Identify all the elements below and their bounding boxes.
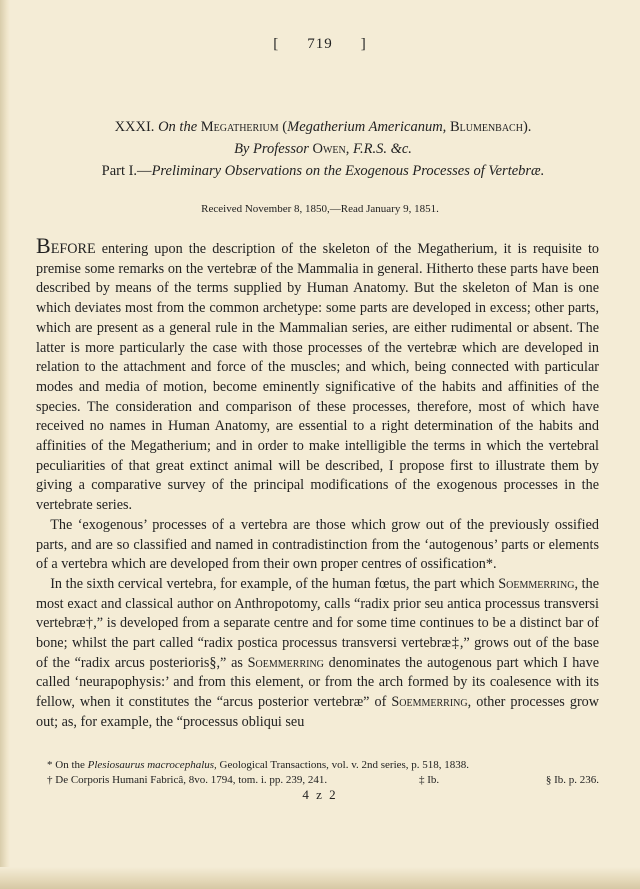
title-line-3 [58, 160, 588, 182]
page-edge-bottom [0, 867, 640, 889]
footnote-1 [36, 758, 599, 773]
drop-cap: B [36, 233, 51, 258]
page-header [0, 36, 640, 53]
title-species: Megatherium Americanum, [287, 119, 447, 135]
paragraph-3-text-c: denominates the autogenous part which I have called ‘neurapophysis:’ and from this element, or from the arch formed by its coalesence with its fellow, when it constitutes the “arcus posterior vertebræ” of [36, 654, 599, 711]
footnote-3: ‡ Ib. [419, 774, 440, 786]
footnotes [36, 758, 599, 788]
part-title: Preliminary Observations on the Exogenous Processes of Vertebræ. [151, 163, 545, 179]
paragraph-1-text: EFORE entering upon the description of the skeleton of the Megatherium, it is requisite to premise some remarks on the vertebræ of the Mammalia in general. Hitherto these parts have been described by means of the terms supplied by Human Anatomy. But the skeleton of Man is one which deviates most from the common archetype: some parts are developed in excess; other parts, which are present as a general rule in the Mammalian series, are either rudimental or absent. The latter is more particularly the case with those processes of the vertebræ which are developed in relation to the attachment and force of the muscles; and which, being connected with particular modes and media of motion, become eminently significative of the habits and affinities of the species. The consideration and comparison of these processes, therefore, most of which have received no names in Human Anatomy, are essential to a right determination of the habits and affinities of the Megatherium; and in order to make intelligible the terms in which the vertebral peculiarities of that great extinct animal will be described, I propose first to illustrate them by giving a comparative survey of the principal modifications of the exogenous processes in the vertebrate series. [36, 241, 599, 514]
signature-mark: 4 z 2 [302, 787, 338, 802]
footnote-1-mark: * [47, 759, 53, 771]
paragraph-3-text-b: the most exact and classical author on Anthropotomy, calls “radix prior seu antica processus transversi vertebræ†,” is developed from a separate centre and for some time continues to be a distinct bar of bone; whilst the part called “radix postica processus transversi vertebræ‡,” grows out of the base of the “radix arcus posterioris§,” as [36, 575, 600, 671]
name-soemmerring-1: Soemmerring, [498, 575, 578, 592]
paragraph-3-text-a: In the sixth cervical vertebra, for example, of the human fœtus, the part which [50, 575, 495, 592]
part-label: Part I.— [101, 163, 152, 179]
paragraph-2-text: The ‘exogenous’ processes of a vertebra are those which grow out of the previously ossified parts, and are so classified and named in contradistinction from the ‘autogenous’ parts or elements of a vertebra which are developed from their own proper centres of ossification*. [36, 516, 599, 573]
header-close-bracket: ] [360, 36, 367, 52]
author-credentials: F.R.S. &c. [352, 141, 412, 157]
title-paren-close: ). [522, 119, 532, 135]
header-open-bracket: [ [273, 36, 280, 52]
footnote-2: † De Corporis Humani Fabricâ, 8vo. 1794, tom. i. pp. 239, 241. [47, 774, 328, 786]
title-authority: Blumenbach [449, 119, 523, 135]
title-on-the: On the [158, 119, 198, 135]
paragraph-1 [36, 233, 599, 516]
author-name: Owen, [312, 141, 350, 157]
paragraph-3 [36, 575, 599, 733]
name-soemmerring-2: Soemmerring [247, 654, 324, 671]
page-edge-left [0, 0, 10, 889]
footnote-4: § Ib. p. 236. [545, 774, 599, 786]
received-date: Received November 8, 1850,—Read January 9, 1851. [201, 203, 439, 215]
title-megatherium: Megatherium [200, 119, 279, 135]
footnote-1-text-b: Geological Transactions, vol. v. 2nd series, p. 518, 1838. [219, 759, 470, 771]
footnote-1-title: Plesiosaurus macrocephalus, [87, 759, 217, 771]
name-soemmerring-3: Soemmerring, [391, 694, 472, 711]
article-title-block [58, 116, 588, 182]
title-line-1 [58, 116, 588, 138]
author-prefix: By Professor [234, 141, 309, 157]
article-body [36, 233, 600, 733]
paragraph-2 [36, 516, 599, 575]
footnote-row-2 [36, 773, 599, 788]
article-numeral: XXXI. [114, 119, 155, 135]
page-number: 719 [307, 36, 333, 52]
title-paren-open: ( [282, 119, 288, 135]
paragraph-3-text-d: other processes grow out; as, for example, the “processus obliqui seu [36, 694, 600, 730]
footnote-1-text-a: On the [55, 759, 85, 771]
title-line-2 [58, 138, 588, 160]
